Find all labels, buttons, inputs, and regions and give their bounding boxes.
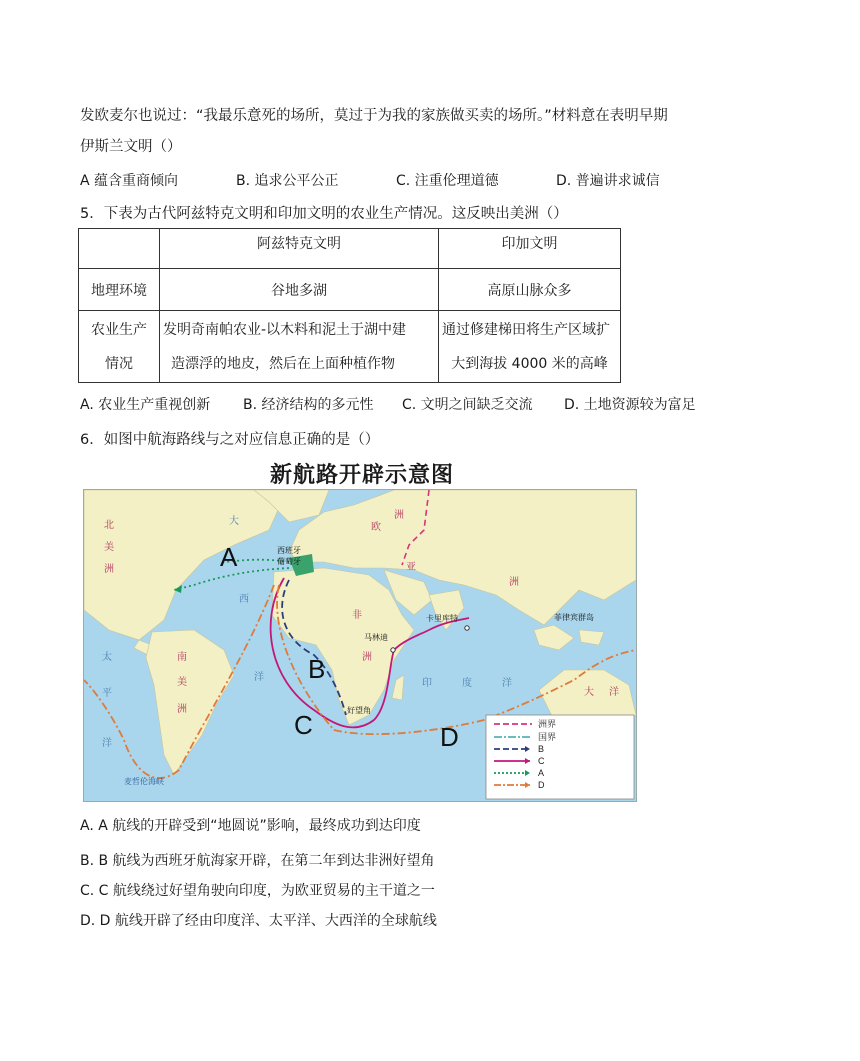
q5-option-b: B. 经济结构的多元性 <box>243 397 374 413</box>
label-na-1: 北 <box>104 520 114 531</box>
q4-stem-line1: 发欧麦尔也说过：“我最乐意死的场所，莫过于为我的家族做买卖的场所。”材料意在表明早期 <box>80 108 668 124</box>
label-po-1: 太 <box>102 652 112 663</box>
route-label-d: D <box>440 722 459 752</box>
row-label-line: 情况 <box>105 355 133 372</box>
table-header-inca: 印加文明 <box>439 229 621 269</box>
label-po-3: 洋 <box>102 738 112 749</box>
label-as-1: 亚 <box>406 562 416 573</box>
route-label-a: A <box>220 542 238 572</box>
q5-option-d: D. 土地资源较为富足 <box>564 397 696 413</box>
row-label-agriculture <box>79 311 160 383</box>
cell-line: 通过修建梯田将生产区域扩 <box>442 321 610 338</box>
legend-box <box>486 715 634 799</box>
label-sa-1: 南 <box>177 652 187 663</box>
label-na-3: 洲 <box>104 564 114 575</box>
place-spain: 西班牙 <box>277 546 301 555</box>
q5-stem: 5．下表为古代阿兹特克文明和印加文明的农业生产情况。这反映出美洲（） <box>80 206 568 222</box>
q5-option-a: A. 农业生产重视创新 <box>80 397 211 413</box>
q6-answer-a: A. A 航线的开辟受到“地圆说”影响，最终成功到达印度 <box>80 818 421 834</box>
legend-label-1: 国界 <box>538 732 557 742</box>
q6-answer-b: B. B 航线为西班牙航海家开辟，在第二年到达非洲好望角 <box>80 853 435 869</box>
cell-inca-agriculture <box>439 311 621 383</box>
label-ao-1: 大 <box>229 516 239 527</box>
legend-label-3: C <box>538 756 545 766</box>
legend-label-0: 洲界 <box>538 719 557 729</box>
route-map-svg <box>84 490 636 801</box>
label-ao-3: 洋 <box>254 672 264 683</box>
label-af-1: 非 <box>352 610 362 621</box>
label-na-2: 美 <box>104 542 114 553</box>
label-eu-2: 洲 <box>394 510 404 521</box>
q5-table <box>78 228 621 383</box>
label-eu-1: 欧 <box>371 522 381 533</box>
cell-aztec-agriculture <box>160 311 439 383</box>
row-label-geography: 地理环境 <box>79 269 160 311</box>
q4-option-d: D. 普遍讲求诚信 <box>556 173 660 189</box>
q5-option-c: C. 文明之间缺乏交流 <box>402 397 533 413</box>
q6-stem: 6．如图中航海路线与之对应信息正确的是（） <box>80 432 380 448</box>
q6-answer-d: D. D 航线开辟了经由印度洋、太平洋、大西洋的全球航线 <box>80 913 437 929</box>
cell-line: 发明奇南帕农业-以木料和泥土于湖中建 <box>163 321 407 338</box>
place-portugal: 葡萄牙 <box>277 557 301 566</box>
label-po-2: 平 <box>102 688 112 699</box>
place-cape: 好望角 <box>347 706 371 715</box>
label-as-2: 洲 <box>509 577 519 588</box>
legend-label-2: B <box>538 744 545 754</box>
row-label-line: 农业生产 <box>91 321 147 338</box>
place-calicut: 卡里库特 <box>426 614 458 623</box>
place-magellan: 麦哲伦海峡 <box>124 777 164 786</box>
cell-line: 大到海拔 4000 米的高峰 <box>451 355 608 372</box>
label-sa-3: 洲 <box>177 704 187 715</box>
label-io-3: 洋 <box>502 678 512 689</box>
marker-calicut <box>465 626 469 630</box>
legend-label-4: A <box>538 768 545 778</box>
place-philippines: 菲律宾群岛 <box>554 613 594 622</box>
label-ao-2: 西 <box>239 594 249 605</box>
table-header-empty <box>79 229 160 269</box>
table-header-aztec: 阿兹特克文明 <box>160 229 439 269</box>
q6-answer-c: C. C 航线绕过好望角驶向印度，为欧亚贸易的主干道之一 <box>80 883 435 899</box>
q4-option-b: B. 追求公平公正 <box>236 173 339 189</box>
cell-line: 造漂浮的地皮，然后在上面种植作物 <box>171 355 395 372</box>
q4-option-c: C. 注重伦理道德 <box>396 173 499 189</box>
legend-label-5: D <box>538 780 545 790</box>
q4-stem-line2: 伊斯兰文明（） <box>80 139 182 155</box>
table-row <box>79 269 621 311</box>
label-oc-2: 洋 <box>609 687 619 698</box>
label-sa-2: 美 <box>177 677 187 688</box>
cell-aztec-geography: 谷地多湖 <box>160 269 439 311</box>
route-map <box>83 489 637 802</box>
route-label-c: C <box>294 710 313 740</box>
label-io-2: 度 <box>462 678 472 689</box>
table-row <box>79 311 621 383</box>
label-oc-1: 大 <box>584 687 594 698</box>
q4-option-a: A 蕴含重商倾向 <box>80 173 179 189</box>
route-label-b: B <box>308 654 326 684</box>
map-title: 新航路开辟示意图 <box>270 463 455 488</box>
cell-inca-geography: 高原山脉众多 <box>439 269 621 311</box>
table-header-row <box>79 229 621 269</box>
label-io-1: 印 <box>422 678 432 689</box>
place-malindi: 马林迪 <box>364 633 388 642</box>
label-af-2: 洲 <box>362 652 372 663</box>
marker-malindi <box>391 648 395 652</box>
